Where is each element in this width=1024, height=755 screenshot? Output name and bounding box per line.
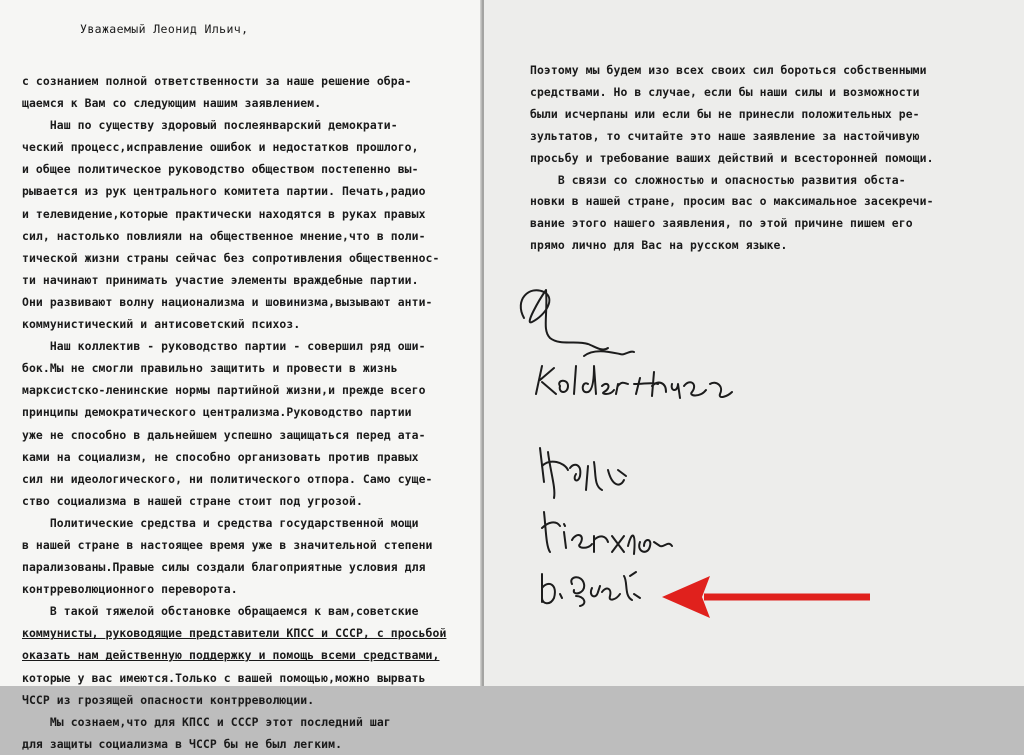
letter-body-left [22,70,474,755]
signature-5 [542,572,640,606]
text-line: ти начинают принимать участие элементы враждебные партии. [22,272,419,287]
text-line: принципы демократического централизма.Руководство партии [22,405,412,420]
text-line: ство социализма в нашей стране стоит под угрозой. [22,493,363,508]
text-line: ками на социализм, не способно организовать против правых [22,449,419,464]
text-line: Они развивают волну национализма и шовинизма,вызывают анти- [22,294,433,309]
text-line: которые у вас имеются.Только с вашей помощью,можно вырвать [22,670,426,685]
text-line: сил ни идеологического, ни политического отпора. Само суще- [22,471,433,486]
signature-1 [521,290,634,356]
signature-4 [542,512,672,554]
text-line: марксистско-ленинские нормы партийной жизни,и прежде всего [22,383,426,398]
text-line: вание этого нашего заявления, по этой причине пишем его [530,216,913,231]
arrow-left-icon [662,574,874,620]
text-line: Наш коллектив - руководство партии - совершил ряд оши- [22,339,426,354]
text-line: рывается из рук центрального комитета партии. Печать,радио [22,184,426,199]
text-line: парализованы.Правые силы создали благоприятные условия для [22,560,426,575]
text-line: прямо лично для Вас на русском языке. [530,238,788,253]
text-line: контрреволюционного переворота. [22,582,238,597]
text-line: щаемся к Вам со следующим нашим заявлением. [22,96,322,111]
text-line: были исчерпаны или если бы не принесли положительных ре- [530,106,920,121]
text-line: Мы сознаем,что для КПСС и СССР этот последний шаг [22,714,391,729]
salutation: Уважаемый Леонид Ильич, [80,22,249,36]
text-line-underlined: коммунисты, руководящие представители КПСС и СССР, с просьбой [22,626,447,641]
text-line: ческий процесс,исправление ошибок и недостатков прошлого, [22,140,419,155]
text-line: и телевидение,которые практически находятся в руках правых [22,206,426,221]
text-line: В связи со сложностью и опасностью развития обста- [530,172,906,187]
text-line: просьбу и требование ваших действий и всесторонней помощи. [530,150,934,165]
signature-3 [540,448,626,498]
text-line: коммунистический и антисоветский психоз. [22,317,301,332]
text-line: тической жизни страны сейчас без сопротивления общественнос- [22,250,440,265]
letter-page-left [0,0,482,751]
text-line: новки в нашей стране, просим вас о максимальное засекречи- [530,194,934,209]
text-line: зультатов, то считайте это наше заявление за настойчивую [530,128,920,143]
text-line: Политические средства и средства государственной мощи [22,515,419,530]
signature-2 [536,366,732,398]
text-line: бок.Мы не смогли правильно защитить и провести в жизнь [22,361,398,376]
text-line: В такой тяжелой обстановке обращаемся к вам,советские [22,604,419,619]
text-line: в нашей стране в настоящее время уже в значительной степени [22,537,433,552]
text-line: Поэтому мы будем изо всех своих сил бороться собственными [530,63,927,77]
text-line-underlined: оказать нам действенную поддержку и помощь всеми средствами, [22,648,440,663]
text-line: Наш по существу здоровый послеянварский демократи- [22,118,398,133]
text-line: с сознанием полной ответственности за наше решение обра- [22,74,412,88]
text-line: средствами. Но в случае, если бы наши силы и возможности [530,84,920,99]
text-line: для защиты социализма в ЧССР бы не был легким. [22,736,343,751]
text-line: сил, настолько повлияли на общественное мнение,что в поли- [22,228,426,243]
text-line: и общее политическое руководство обществом постепенно вы- [22,162,419,177]
text-line: ЧССР из грозящей опасности контрреволюции. [22,692,315,707]
letter-page-right [484,0,1024,686]
text-line: уже не способно в дальнейшем успешно защищаться перед ата- [22,427,426,442]
